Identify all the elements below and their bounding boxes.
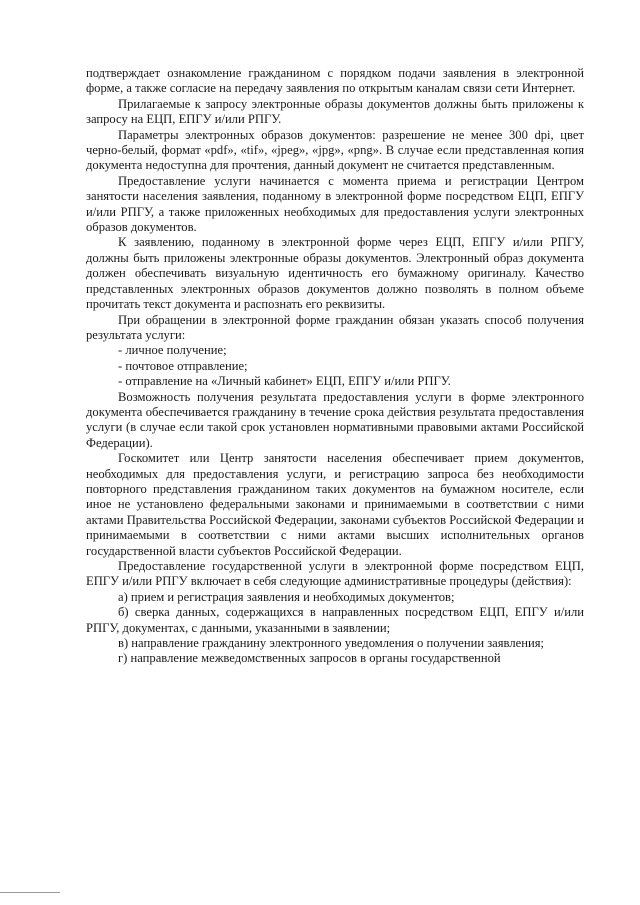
list-item-personal: - личное получение;: [118, 343, 227, 358]
list-item-d: г) направление межведомственных запросов в органы государственной: [118, 651, 501, 666]
paragraph-result-method: При обращении в электронной форме гражданин обязан указать способ получения результата услуги:: [86, 312, 584, 342]
scan-edge-line: [0, 892, 60, 893]
list-item-c: в) направление гражданину электронного уведомления о получении заявления;: [118, 636, 544, 651]
paragraph-attachments: Прилагаемые к запросу электронные образы документов должны быть приложены к запросу на ЕЦП, ЕПГУ и/или РПГУ.: [86, 96, 584, 127]
paragraph-consent: подтверждает ознакомление гражданином с порядком подачи заявления в электронной форме, а также согласие на передачу заявления по открытым каналам связи сети Интернет.: [86, 66, 584, 96]
paragraph-procedures: Предоставление государственной услуги в электронной форме посредством ЕЦП, ЕПГУ и/или РПГУ включает в себя следующие административные процедуры (действия):: [86, 559, 584, 589]
list-item-b: б) сверка данных, содержащихся в направленных посредством ЕЦП, ЕПГУ и/или РПГУ, документах, с данными, указанными в заявлении;: [86, 605, 584, 635]
paragraph-electronic-result: Возможность получения результата предоставления услуги в форме электронного документа обеспечивается гражданину в течение срока действия результата предоставления услуги (в случае если такой срок установлен нормативными правовыми актами Российской Федерации).: [86, 389, 584, 450]
paragraph-image-parameters: Параметры электронных образов документов: разрешение не менее 300 dpi, цвет черно-белый, формат «pdf», «tif», «jpeg», «jpg», «png». В случае если представленная копия документа недоступна для прочтения, данный документ не считается представленным.: [86, 127, 584, 173]
paragraph-service-start: Предоставление услуги начинается с момента приема и регистрации Центром занятости населения заявления, поданному в электронной форме посредством ЕЦП, ЕПГУ и/или РПГУ, а также приложенных необходимых для предоставления услуги электронных образов документов.: [86, 173, 584, 235]
document-page: [86, 66, 584, 667]
list-item-postal: - почтовое отправление;: [118, 358, 248, 373]
list-item-cabinet: - отправление на «Личный кабинет» ЕЦП, ЕПГУ и/или РПГУ.: [118, 374, 451, 389]
list-item-a: а) прием и регистрация заявления и необходимых документов;: [118, 589, 455, 604]
paragraph-goskomitet: Госкомитет или Центр занятости населения обеспечивает прием документов, необходимых для предоставления услуги, и регистрацию запроса без необходимости повторного представления гражданином таких документов на бумажном носителе, если иное не установлено федеральными законами и принимаемыми в соответствии с ними актами Правительства Российской Федерации, законами субъектов Российской Федерации и принимаемыми в соответствии с ними актами высших исполнительных органов государственной власти субъектов Российской Федерации.: [86, 451, 584, 558]
paragraph-image-requirements: К заявлению, поданному в электронной форме через ЕЦП, ЕПГУ и/или РПГУ, должны быть приложены электронные образы документов. Электронный образ документа должен обеспечивать визуальную идентичность его бумажному оригиналу. Качество представленных электронных образов документов должно позволять в полном объеме прочитать текст документа и распознать его реквизиты.: [86, 235, 584, 312]
